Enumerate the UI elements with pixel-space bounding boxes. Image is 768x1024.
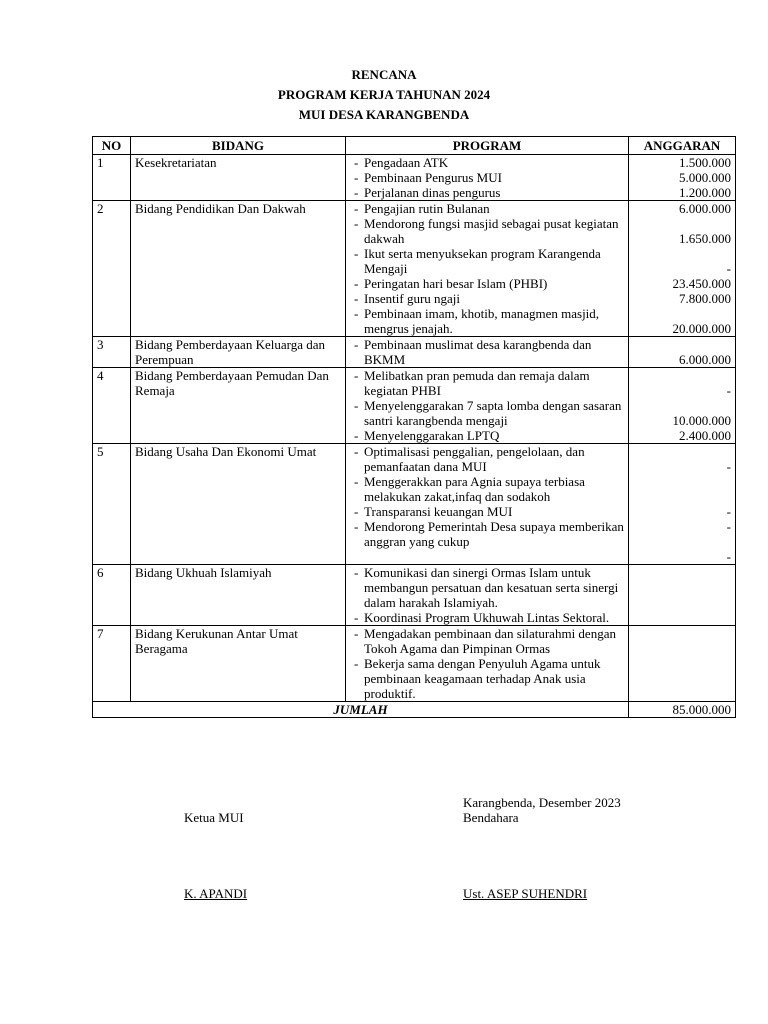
row-number: 4 — [93, 368, 131, 444]
column-header-program: PROGRAM — [346, 137, 629, 155]
program-item — [350, 368, 624, 398]
right-signer-name: Ust. ASEP SUHENDRI — [463, 886, 588, 901]
program-text: Menggerakkan para Agnia supaya terbiasa melakukan zakat,infaq dan sodakoh — [364, 474, 585, 504]
program-text: Pembinaan muslimat desa karangbenda dan BKMM — [364, 337, 592, 367]
table-row — [93, 368, 736, 444]
dash-bullet: - — [354, 291, 359, 306]
program-text: Mendorong fungsi masjid sebagai pusat kegiatan dakwah — [364, 216, 619, 246]
table-header-row — [93, 137, 736, 155]
right-signer-role: Bendahara — [463, 810, 519, 825]
anggaran-value — [633, 444, 731, 459]
dash-bullet: - — [354, 185, 359, 200]
dash-bullet: - — [354, 474, 359, 489]
program-item — [350, 216, 624, 246]
anggaran-value: 10.000.000 — [672, 413, 731, 428]
program-text: Pengajian rutin Bulanan — [364, 201, 490, 216]
dash-bullet: - — [354, 201, 359, 216]
anggaran-value: 6.000.000 — [679, 201, 731, 216]
anggaran-value: 1.500.000 — [679, 155, 731, 170]
dash-bullet: - — [354, 155, 359, 170]
row-bidang: Bidang Ukhuah Islamiyah — [131, 565, 346, 626]
anggaran-value: 1.200.000 — [679, 185, 731, 200]
table-row — [93, 201, 736, 337]
row-number: 6 — [93, 565, 131, 626]
doc-title-line2: PROGRAM KERJA TAHUNAN 2024 — [277, 87, 491, 102]
total-row — [93, 702, 736, 718]
program-item — [350, 519, 624, 549]
row-bidang: Kesekretariatan — [131, 155, 346, 201]
program-item — [350, 276, 624, 291]
anggaran-value: - — [726, 383, 731, 398]
dash-bullet: - — [354, 170, 359, 185]
anggaran-value: - — [726, 519, 731, 534]
row-anggaran — [629, 201, 736, 337]
program-text: Melibatkan pran pemuda dan remaja dalam kegiatan PHBI — [364, 368, 590, 398]
anggaran-value: 20.000.000 — [672, 321, 731, 336]
program-item — [350, 610, 624, 625]
program-text: Optimalisasi penggalian, pengelolaan, dan pemanfaatan dana MUI — [364, 444, 585, 474]
row-anggaran — [629, 565, 736, 626]
program-text: Menyelenggarakan LPTQ — [364, 428, 500, 443]
program-text: Ikut serta menyuksekan program Karangenda Mengaji — [364, 246, 601, 276]
dash-bullet: - — [354, 504, 359, 519]
row-bidang: Bidang Usaha Dan Ekonomi Umat — [131, 444, 346, 565]
program-text: Pembinaan imam, khotib, managmen masjid, mengrus jenajah. — [364, 306, 600, 336]
anggaran-value: 6.000.000 — [679, 352, 731, 367]
left-signer-role: Ketua MUI — [184, 810, 244, 825]
dash-bullet: - — [354, 216, 359, 231]
dash-bullet: - — [354, 246, 359, 261]
dash-bullet: - — [354, 398, 359, 413]
program-item — [350, 444, 624, 474]
program-item — [350, 656, 624, 701]
row-programs — [346, 201, 629, 337]
anggaran-value: 1.650.000 — [679, 231, 731, 246]
row-anggaran — [629, 368, 736, 444]
program-item — [350, 185, 624, 200]
anggaran-value — [633, 246, 731, 261]
program-text: Menyelenggarakan 7 sapta lomba dengan sasaran santri karangbenda mengaji — [364, 398, 622, 428]
dash-bullet: - — [354, 565, 359, 580]
program-item — [350, 170, 624, 185]
row-bidang: Bidang Kerukunan Antar Umat Beragama — [131, 626, 346, 702]
column-header-bidang: BIDANG — [131, 137, 346, 155]
table-row — [93, 626, 736, 702]
anggaran-value: - — [726, 459, 731, 474]
program-item — [350, 337, 624, 367]
anggaran-value: 7.800.000 — [679, 291, 731, 306]
program-text: Mendorong Pemerintah Desa supaya memberikan anggran yang cukup — [364, 519, 624, 549]
row-bidang: Bidang Pemberdayaan Keluarga dan Perempuan — [131, 337, 346, 368]
dash-bullet: - — [354, 610, 359, 625]
anggaran-value: - — [726, 504, 731, 519]
column-header-anggaran: ANGGARAN — [629, 137, 736, 155]
program-text: Pengadaan ATK — [364, 155, 449, 170]
row-number: 5 — [93, 444, 131, 565]
row-number: 7 — [93, 626, 131, 702]
program-text: Koordinasi Program Ukhuwah Lintas Sektoral. — [364, 610, 610, 625]
anggaran-value — [633, 489, 731, 504]
anggaran-value — [633, 368, 731, 383]
row-programs — [346, 626, 629, 702]
row-bidang: Bidang Pemberdayaan Pemudan Dan Remaja — [131, 368, 346, 444]
program-text: Peringatan hari besar Islam (PHBI) — [364, 276, 548, 291]
dash-bullet: - — [354, 444, 359, 459]
program-item — [350, 155, 624, 170]
anggaran-value — [633, 337, 731, 352]
program-text: Perjalanan dinas pengurus — [364, 185, 501, 200]
program-item — [350, 626, 624, 656]
row-anggaran — [629, 626, 736, 702]
table-row — [93, 155, 736, 201]
column-header-no: NO — [93, 137, 131, 155]
anggaran-value: 23.450.000 — [672, 276, 731, 291]
program-item — [350, 398, 624, 428]
row-anggaran — [629, 155, 736, 201]
program-text: Mengadakan pembinaan dan silaturahmi dengan Tokoh Agama dan Pimpinan Ormas — [364, 626, 616, 656]
program-item — [350, 201, 624, 216]
program-text: Komunikasi dan sinergi Ormas Islam untuk membangun persatuan dan kesatuan serta sinergi dalam harakah Islamiyah. — [364, 565, 619, 610]
anggaran-value: 2.400.000 — [679, 428, 731, 443]
program-item — [350, 565, 624, 610]
program-text: Pembinaan Pengurus MUI — [364, 170, 502, 185]
program-text: Insentif guru ngaji — [364, 291, 461, 306]
anggaran-value: - — [726, 261, 731, 276]
program-item — [350, 291, 624, 306]
dash-bullet: - — [354, 276, 359, 291]
row-programs — [346, 368, 629, 444]
program-table — [92, 136, 736, 718]
total-value: 85.000.000 — [629, 702, 736, 718]
program-item — [350, 246, 624, 276]
row-anggaran — [629, 444, 736, 565]
row-programs — [346, 337, 629, 368]
row-bidang: Bidang Pendidikan Dan Dakwah — [131, 201, 346, 337]
dash-bullet: - — [354, 337, 359, 352]
dash-bullet: - — [354, 519, 359, 534]
table-row — [93, 565, 736, 626]
program-item — [350, 504, 624, 519]
program-text: Bekerja sama dengan Penyuluh Agama untuk pembinaan keagamaan terhadap Anak usia produktif. — [364, 656, 601, 701]
anggaran-value: - — [726, 549, 731, 564]
total-label: JUMLAH — [93, 702, 629, 718]
row-programs — [346, 155, 629, 201]
row-number: 2 — [93, 201, 131, 337]
row-programs — [346, 565, 629, 626]
table-body — [93, 155, 736, 702]
place-date: Karangbenda, Desember 2023 — [463, 795, 621, 810]
row-number: 1 — [93, 155, 131, 201]
doc-title-line3: MUI DESA KARANGBENDA — [298, 107, 470, 122]
left-signer-name: K. APANDI — [184, 886, 248, 901]
dash-bullet: - — [354, 626, 359, 641]
row-number: 3 — [93, 337, 131, 368]
program-text: Transparansi keuangan MUI — [364, 504, 513, 519]
dash-bullet: - — [354, 656, 359, 671]
doc-title-line1: RENCANA — [351, 67, 417, 82]
anggaran-value — [633, 534, 731, 549]
table-row — [93, 337, 736, 368]
anggaran-value — [633, 398, 731, 413]
dash-bullet: - — [354, 306, 359, 321]
row-programs — [346, 444, 629, 565]
program-item — [350, 306, 624, 336]
program-item — [350, 428, 624, 443]
row-anggaran — [629, 337, 736, 368]
dash-bullet: - — [354, 368, 359, 383]
program-item — [350, 474, 624, 504]
table-row — [93, 444, 736, 565]
anggaran-value — [633, 216, 731, 231]
dash-bullet: - — [354, 428, 359, 443]
anggaran-value: 5.000.000 — [679, 170, 731, 185]
anggaran-value — [633, 474, 731, 489]
anggaran-value — [633, 306, 731, 321]
